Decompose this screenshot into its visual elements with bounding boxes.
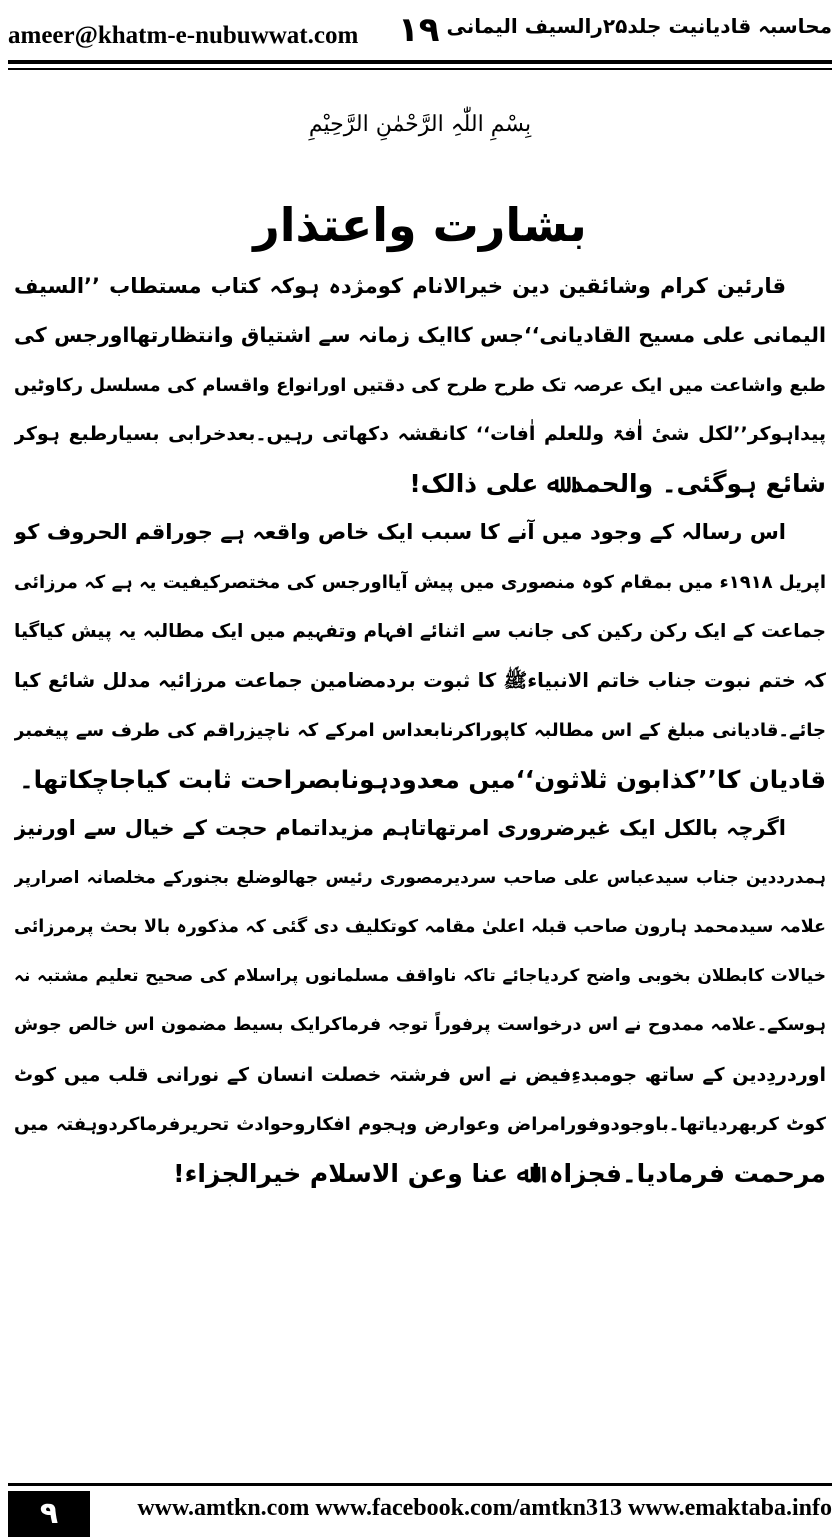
- body-line: پیداہوکر’’لکل شیٔ اٰفۃ وللعلم اٰفات‘‘ کانقشہ دکھاتی رہیں۔بعدخرابی بسیارطبع ہوکر: [14, 422, 826, 445]
- body-line: اپریل ۱۹۱۸ء میں بمقام کوہ منصوری میں پیش آیااورجس کی مختصرکیفیت یہ ہے کہ مرزائی: [14, 571, 826, 593]
- bismillah: بِسْمِ اللّٰہِ الرَّحْمٰنِ الرَّحِیْمِ: [308, 112, 532, 137]
- body-line: اگرچہ بالکل ایک غیرضروری امرتھاتاہم مزیداتمام حجت کے خیال سے اورنیز: [14, 816, 786, 841]
- page-footer: [0, 1483, 840, 1540]
- page-heading: بشارت واعتذار: [253, 198, 587, 252]
- header-email: ameer@khatm-e-nubuwwat.com: [8, 22, 359, 49]
- page-header: [0, 0, 840, 66]
- header-page-number: ۱۹: [398, 10, 440, 50]
- body-line: کوٹ کربھردیاتھا۔باوجودوفورامراض وعوارض وہجوم افکاروحوادث تحریرفرماکردوہفتہ میں: [14, 1114, 826, 1136]
- header-book-title: محاسبہ قادیانیت جلد۲۵رالسیف الیمانی: [446, 14, 832, 38]
- body-line: مرحمت فرمادیا۔فجزاہ اﷲ عنا وعن الاسلام خیرالجزاء!: [173, 1159, 826, 1189]
- header-rule-thick: [8, 60, 832, 64]
- body-line: علامہ سیدمحمد ہارون صاحب قبلہ اعلیٰ مقامہ کوتکلیف دی گئی کہ مذکورہ بالا بحث پرمرزائی: [14, 916, 826, 937]
- body-line: طبع واشاعت میں ایک عرصہ تک طرح طرح کی دقتیں اورانواع واقسام کی مسلسل رکاوٹیں: [14, 374, 826, 396]
- body-line: ہمدرددین جناب سیدعباس علی صاحب سردیرمصوری رئیس جھالوضلع بجنورکے مخلصانہ اصرارپر: [14, 867, 826, 888]
- body-line: الیمانی علی مسیح القادیانی‘‘جس کاایک زمانہ سے اشتیاق وانتظارتھااورجس کی: [14, 323, 826, 348]
- footer-page-number: ۹: [8, 1491, 90, 1537]
- footer-links[interactable]: www.amtkn.com www.facebook.com/amtkn313 www.emaktaba.info: [137, 1495, 832, 1521]
- body-line: جائے۔قادیانی مبلغ کے اس مطالبہ کاپوراکرنابعداس امرکے کہ ناچیزراقم کی طرف سے پیغمبر: [14, 719, 826, 741]
- body-line: خیالات کابطلان بخوبی واضح کردیاجائے تاکہ ناواقف مسلمانوں پراسلام کی صحیح تعلیم مشتبہ نہ: [14, 966, 826, 987]
- body-line: اوردردِدین کے ساتھ جومبدءِفیض نے اس فرشتہ خصلت انسان کے نورانی قلب میں کوٹ: [14, 1063, 826, 1086]
- body-line: قادیان کا’’کذابون ثلاثون‘‘میں معدودہونابصراحت ثابت کیاجاچکاتھا۔: [19, 764, 826, 794]
- body-line: کہ ختم نبوت جناب خاتم الانبیاءﷺ کا ثبوت بردمضامین جماعت مرزائیہ مدلل شائع کیا: [14, 669, 826, 693]
- body-line: شائع ہوگئی۔ والحمد ﷲ علی ذالک!: [409, 469, 826, 499]
- body-line: جماعت کے ایک رکن رکین کی جانب سے اثنائے افہام وتفہیم میں ایک مطالبہ یہ پیش کیاگیا: [14, 621, 826, 643]
- body-line: ہوسکے۔علامہ ممدوح نے اس درخواست پرفوراً توجہ فرماکرایک بسیط مضمون اس خالص جوش: [14, 1015, 826, 1036]
- body-line: اس رسالہ کے وجود میں آنے کا سبب ایک خاص واقعہ ہے جوراقم الحروف کو: [14, 520, 786, 545]
- header-rule-thin: [8, 68, 832, 70]
- body-text: [14, 262, 826, 1199]
- body-line: قارئین کرام وشائقین دین خیرالانام کومژدہ ہوکہ کتاب مستطاب ’’السیف: [14, 274, 786, 298]
- footer-rule: [8, 1483, 832, 1486]
